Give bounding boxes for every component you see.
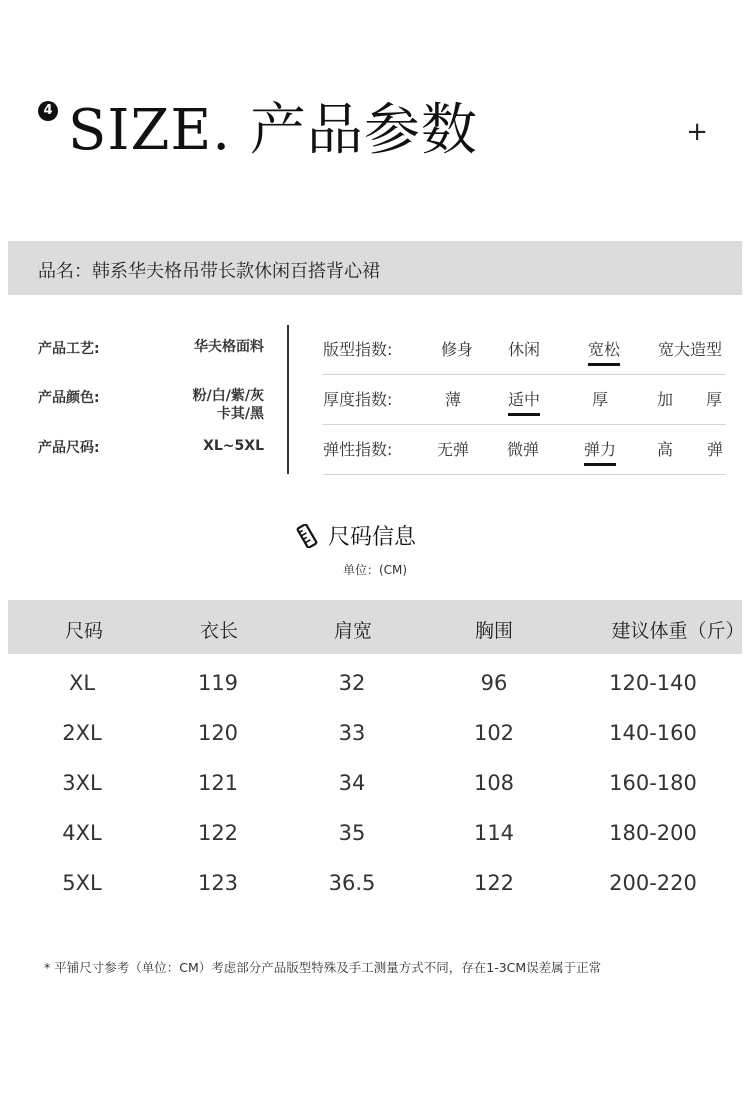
- product-name: 品名：韩系华夫格吊带长款休闲百搭背心裙: [38, 261, 380, 282]
- index-option: 厚: [591, 390, 609, 409]
- index-option-selected: 弹力: [584, 437, 616, 460]
- table-cell: 32: [338, 671, 366, 695]
- spec-label: 产品工艺:: [38, 341, 100, 357]
- table-row: [8, 809, 742, 859]
- table-cell: 121: [197, 771, 239, 795]
- index-option: 宽大造型: [657, 340, 723, 359]
- spec-label: 产品颜色:: [38, 390, 100, 406]
- index-option: 无弹: [436, 440, 470, 459]
- ruler-icon: [295, 524, 319, 548]
- divider-vertical: [287, 325, 289, 474]
- index-option: 微弹: [506, 440, 540, 459]
- table-row: [8, 759, 742, 809]
- column-header: 尺码: [64, 620, 104, 642]
- index-label: 厚度指数:: [323, 390, 393, 409]
- column-header: 建议体重（斤）: [611, 620, 745, 642]
- table-cell: XL: [68, 671, 96, 695]
- index-option: 休闲: [507, 340, 541, 359]
- spec-value: XL~5XL: [203, 438, 264, 454]
- table-cell: 120-140: [609, 671, 697, 695]
- index-option: 薄: [444, 390, 462, 409]
- table-cell: 114: [473, 821, 515, 845]
- spec-value: 华夫格面料: [194, 339, 264, 355]
- spec-value: [193, 387, 264, 423]
- index-thickness: [323, 375, 726, 425]
- table-cell: 122: [197, 821, 239, 845]
- column-header: 胸围: [474, 620, 514, 642]
- table-cell: 119: [197, 671, 239, 695]
- index-option: 弹: [706, 440, 724, 459]
- table-cell: 160-180: [609, 771, 697, 795]
- table-cell: 123: [197, 871, 239, 895]
- table-row: [8, 659, 742, 709]
- column-header: 肩宽: [333, 620, 373, 642]
- index-elasticity: [323, 425, 726, 475]
- table-cell: 122: [473, 871, 515, 895]
- table-cell: 108: [473, 771, 515, 795]
- spec-value-line: 卡其/黑: [216, 406, 264, 422]
- index-fit: [323, 325, 726, 375]
- size-info-title: 尺码信息: [328, 525, 417, 550]
- unit-label: 单位：(CM): [342, 563, 408, 577]
- table-cell: 5XL: [62, 871, 102, 895]
- section-header: [38, 95, 728, 175]
- table-row: [8, 859, 742, 909]
- index-option-selected: 宽松: [588, 337, 620, 360]
- table-cell: 180-200: [609, 821, 697, 845]
- index-option: 高: [656, 440, 674, 459]
- plus-icon: +: [686, 117, 708, 147]
- table-header: [8, 600, 745, 654]
- table-cell: 34: [338, 771, 366, 795]
- table-cell: 35: [338, 821, 366, 845]
- product-name-band: [8, 241, 742, 295]
- table-cell: 140-160: [609, 721, 697, 745]
- table-cell: 200-220: [609, 871, 697, 895]
- index-option: 修身: [440, 340, 474, 359]
- table-cell: 2XL: [62, 721, 102, 745]
- column-header: 衣长: [199, 620, 239, 642]
- index-option: 加: [656, 390, 674, 409]
- table-cell: 33: [338, 721, 366, 745]
- index-label: 弹性指数:: [323, 440, 393, 459]
- index-option: 厚: [705, 390, 723, 409]
- table-cell: 96: [480, 671, 508, 695]
- spec-value-line: 粉/白/紫/灰: [192, 388, 264, 404]
- size-info-heading: [0, 518, 750, 554]
- table-cell: 36.5: [328, 871, 376, 895]
- index-option-selected: 适中: [508, 387, 540, 410]
- page-title: SIZE. 产品参数: [68, 98, 478, 163]
- spec-label: 产品尺码:: [38, 440, 100, 456]
- table-row: [8, 709, 742, 759]
- table-cell: 120: [197, 721, 239, 745]
- measurement-footnote: * 平铺尺寸参考（单位：CM）考虑部分产品版型特殊及手工测量方式不同，存在1-3CM误差属于正常: [44, 960, 602, 975]
- table-cell: 102: [473, 721, 515, 745]
- table-cell: 4XL: [62, 821, 102, 845]
- section-number-badge: 4: [38, 101, 58, 121]
- table-cell: 3XL: [62, 771, 102, 795]
- index-label: 版型指数:: [323, 340, 393, 359]
